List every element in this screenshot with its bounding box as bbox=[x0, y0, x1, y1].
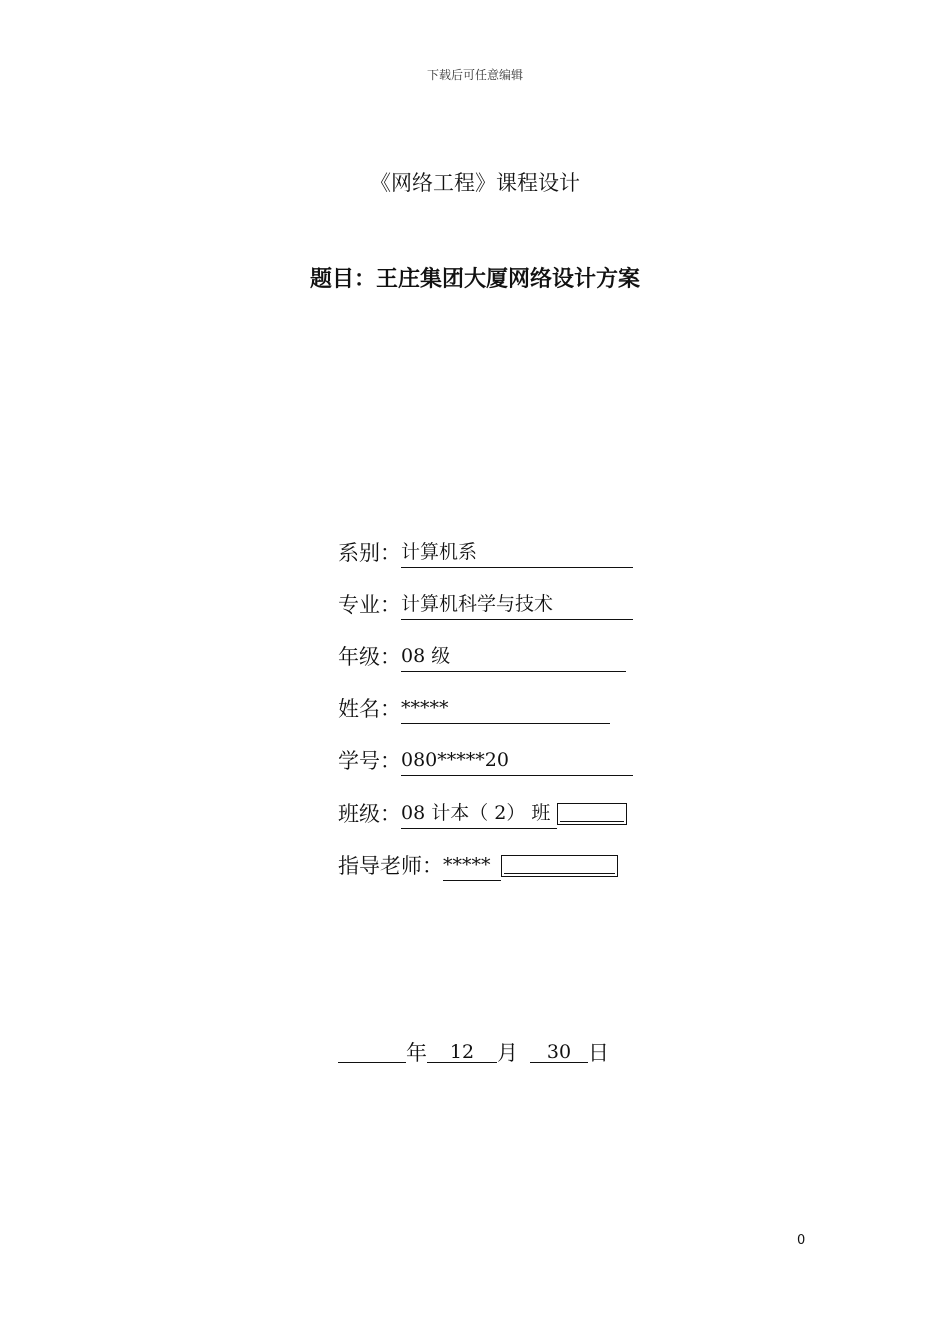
name-row bbox=[338, 694, 610, 724]
student-id-row bbox=[338, 746, 633, 776]
day-label: 日 bbox=[588, 1041, 609, 1065]
class-row bbox=[338, 799, 627, 829]
header-note: 下载后可任意编辑 bbox=[426, 68, 523, 82]
class-label: 班级： bbox=[338, 802, 401, 826]
major-row bbox=[338, 590, 633, 620]
advisor-value: ***** bbox=[443, 851, 501, 881]
name-value: ***** bbox=[401, 694, 610, 724]
day-blank: 30 bbox=[530, 1038, 588, 1063]
grade-label: 年级： bbox=[338, 645, 401, 669]
course-title: 《网络工程》课程设计 bbox=[370, 171, 580, 195]
month-blank: 12 bbox=[427, 1038, 497, 1063]
topic-title: 题目：王庄集团大厦网络设计方案 bbox=[309, 267, 640, 292]
year-blank bbox=[338, 1038, 406, 1063]
student-id-label: 学号： bbox=[338, 749, 401, 773]
advisor-box bbox=[501, 855, 618, 877]
department-value: 计算机系 bbox=[401, 538, 633, 568]
date-row bbox=[338, 1038, 609, 1068]
name-label: 姓名： bbox=[338, 697, 401, 721]
month-label: 月 bbox=[497, 1041, 518, 1065]
major-value: 计算机科学与技术 bbox=[401, 590, 633, 620]
grade-value: 08 级 bbox=[401, 642, 626, 672]
advisor-row bbox=[338, 851, 618, 881]
advisor-label: 指导老师： bbox=[338, 854, 443, 878]
year-label: 年 bbox=[406, 1041, 427, 1065]
class-value: 08 计本（ 2） 班 bbox=[401, 799, 557, 829]
student-id-value: 080*****20 bbox=[401, 746, 633, 776]
class-box bbox=[557, 803, 627, 825]
page-number: 0 bbox=[797, 1233, 806, 1248]
department-label: 系别： bbox=[338, 541, 401, 565]
grade-row bbox=[338, 642, 626, 672]
department-row bbox=[338, 538, 633, 568]
major-label: 专业： bbox=[338, 593, 401, 617]
